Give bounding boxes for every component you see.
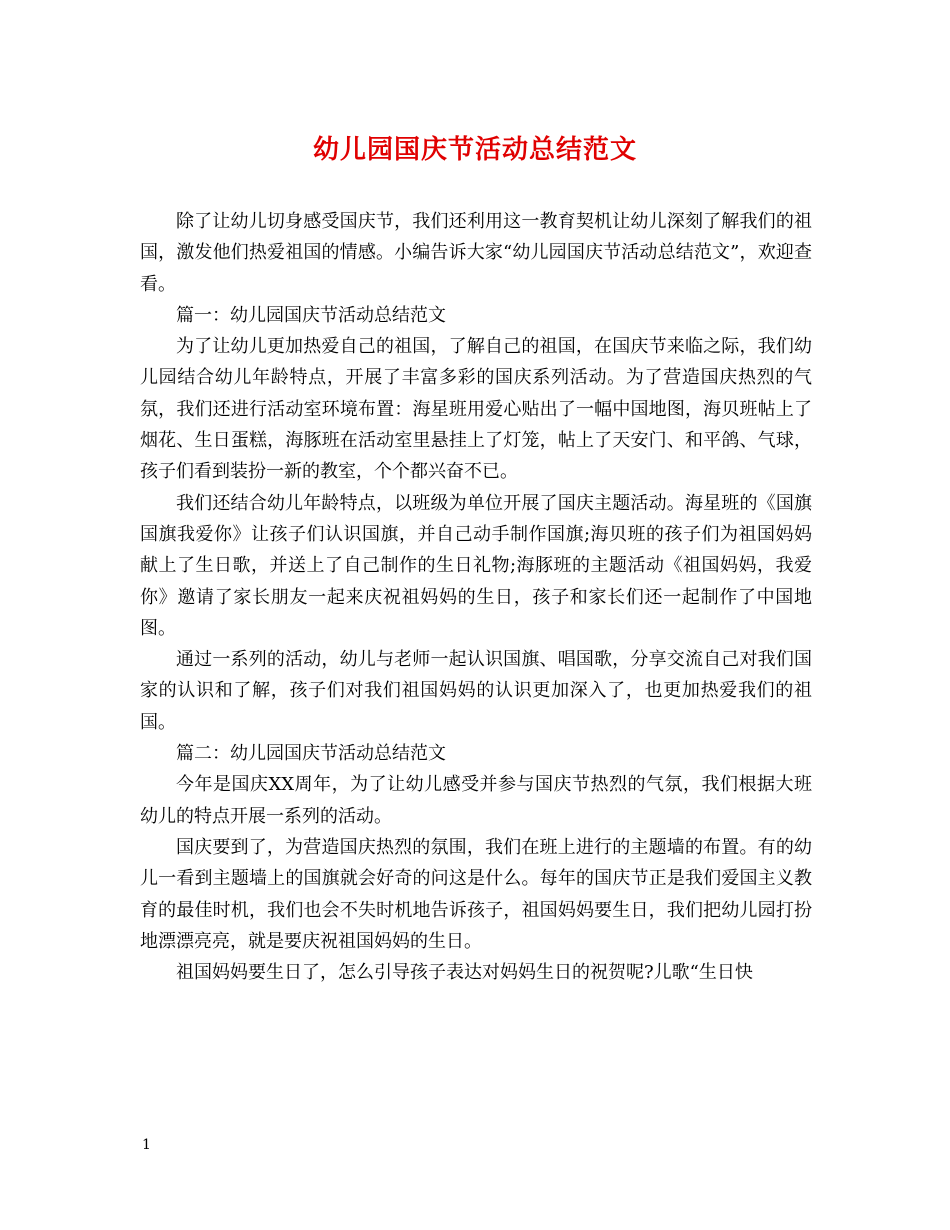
paragraph: 今年是国庆XX周年，为了让幼儿感受并参与国庆节热烈的气氛，我们根据大班幼儿的特点开展一系列的活动。 <box>140 774 812 827</box>
section-heading-part-one: 篇一：幼儿园国庆节活动总结范文 <box>176 304 446 326</box>
paragraph: 我们还结合幼儿年龄特点，以班级为单位开展了国庆主题活动。海星班的《国旗国旗我爱你》让孩子们认识国旗，并自己动手制作国旗;海贝班的孩子们为祖国妈妈献上了生日歌，并送上了自己制作的生日礼物;海豚班的主题活动《祖国妈妈，我爱你》邀请了家长朋友一起来庆祝祖妈妈的生日，孩子和家长们还一起制作了中国地图。 <box>140 492 812 639</box>
paragraph: 为了让幼儿更加热爱自己的祖国，了解自己的祖国，在国庆节来临之际，我们幼儿园结合幼儿年龄特点，开展了丰富多彩的国庆系列活动。为了营造国庆热烈的气氛，我们还进行活动室环境布置：海星班用爱心贴出了一幅中国地图，海贝班帖上了烟花、生日蛋糕，海豚班在活动室里悬挂上了灯笼，帖上了天安门、和平鸽、气球，孩子们看到装扮一新的教室，个个都兴奋不已。 <box>140 336 812 483</box>
paragraph: 通过一系列的活动，幼儿与老师一起认识国旗、唱国歌，分享交流自己对我们国家的认识和了解，孩子们对我们祖国妈妈的认识更加深入了，也更加热爱我们的祖国。 <box>140 649 812 733</box>
page-number: 1 <box>142 1137 151 1153</box>
section-heading-part-two: 篇二：幼儿园国庆节活动总结范文 <box>176 743 446 765</box>
paragraph-intro: 除了让幼儿切身感受国庆节，我们还利用这一教育契机让幼儿深刻了解我们的祖国，激发他们热爱祖国的情感。小编告诉大家“幼儿园国庆节活动总结范文”，欢迎查看。 <box>140 211 812 295</box>
paragraph: 祖国妈妈要生日了，怎么引导孩子表达对妈妈生日的祝贺呢?儿歌“生日快 <box>176 962 753 984</box>
document-body <box>140 206 812 988</box>
paragraph: 国庆要到了，为营造国庆热烈的氛围，我们在班上进行的主题墙的布置。有的幼儿一看到主题墙上的国旗就会好奇的问这是什么。每年的国庆节正是我们爱国主义教育的最佳时机，我们也会不失时机地告诉孩子，祖国妈妈要生日，我们把幼儿园打扮地漂漂亮亮，就是要庆祝祖国妈妈的生日。 <box>140 836 812 952</box>
document-title: 幼儿园国庆节活动总结范文 <box>312 135 637 165</box>
